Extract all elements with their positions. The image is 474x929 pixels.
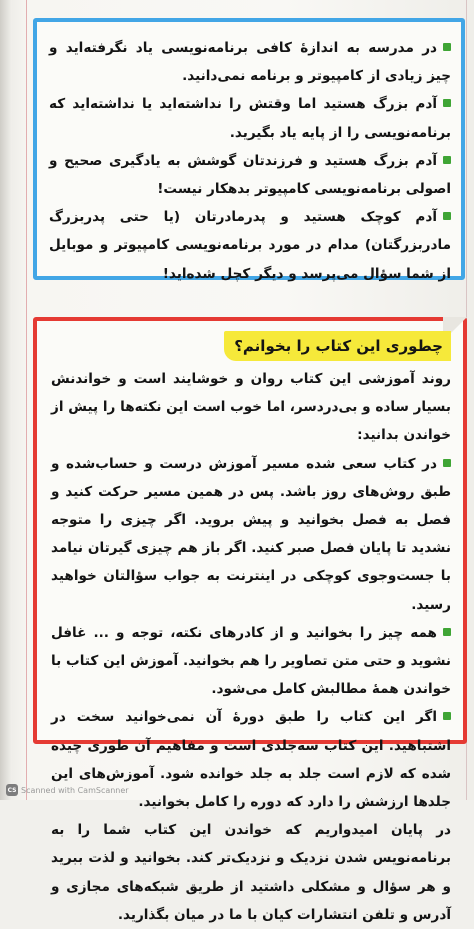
tip-item: در کتاب سعی شده مسیر آموزش درست و حساب‌شده و طبق روش‌های روز باشد. پس در همین مسیر حرکت کنید و فصل به فصل بخوانید و پیش بروید. اگر چیزی را متوجه نشدید تا پایان فصل صبر کنید. اگر باز هم چیزی گیرتان نیامد با جست‌وجوی کوچکی در اینترنت به جواب سؤالتان خواهید رسید. — [51, 455, 451, 613]
audience-item: آدم بزرگ هستید و فرزندتان گوشش به یادگیری صحیح و اصولی برنامه‌نویسی کامپیوتر بدهکار نیست! — [49, 152, 451, 198]
audience-item: آدم کوچک هستید و پدرمادرتان (یا حتی پدربزرگ مادربزرگتان) مدام در مورد برنامه‌نویسی کامپیوتر و موبایل از شما سؤال می‌پرسد و دیگر کچل شده‌اید! — [49, 209, 451, 282]
audience-item: آدم بزرگ هستید اما وقتش را نداشته‌اید یا نداشته‌اید که برنامه‌نویسی را از پایه یاد بگیرید. — [49, 96, 451, 141]
watermark-text: Scanned with CamScanner — [21, 785, 129, 795]
bullet-square-icon — [443, 156, 451, 164]
closing-paragraph: در پایان امیدواریم که خواندن این کتاب شما را به برنامه‌نویس شدن نزدیک و نزدیک‌تر کند. بخوانید و لذت ببرید و هر سؤال و مشکلی داشتید از طریق شبکه‌های مجازی و آدرس و تلفن انتشارات کیان با ما در میان بگذارید. — [51, 822, 451, 923]
bullet-square-icon — [443, 212, 451, 220]
bullet-square-icon — [443, 712, 451, 720]
bullet-square-icon — [443, 459, 451, 467]
how-to-read-content — [51, 331, 451, 929]
audience-item: در مدرسه به اندازهٔ کافی برنامه‌نویسی یاد نگرفته‌اید و چیز زیادی از کامپیوتر و برنامه نمی‌دانید. — [49, 40, 451, 85]
margin-line-left — [26, 0, 27, 800]
spine-shadow — [0, 0, 12, 800]
bullet-square-icon — [443, 628, 451, 636]
bullet-square-icon — [443, 43, 451, 51]
bullet-square-icon — [443, 99, 451, 107]
camscanner-icon: CS — [6, 784, 18, 796]
section-heading: چطوری این کتاب را بخوانم؟ — [224, 331, 451, 361]
tip-item: همه چیز را بخوانید و از کادرهای نکته، توجه و ... غافل نشوید و حتی متن تصاویر را هم بخوانید. آموزش این کتاب با خواندن همهٔ مطالبش کامل می‌شود. — [51, 624, 451, 698]
scanner-watermark — [6, 784, 129, 796]
audience-list — [49, 34, 451, 288]
tip-item: اگر این کتاب را طبق دورهٔ آن نمی‌خوانید سخت در اشتباهید. این کتاب سه‌جلدی است و مفاهیم آن طوری چیده شده که لازم است جلد به جلد خوانده شود. آموزش‌های این جلدها ارزشش را دارد که دوره را کامل بخوانید. — [51, 709, 451, 811]
audience-box — [33, 18, 465, 280]
intro-paragraph: روند آموزشی این کتاب روان و خوشایند است و خواندنش بسیار ساده و بی‌دردسر، اما خوب است این نکته‌ها را پیش از خواندن بدانید: — [51, 371, 451, 444]
